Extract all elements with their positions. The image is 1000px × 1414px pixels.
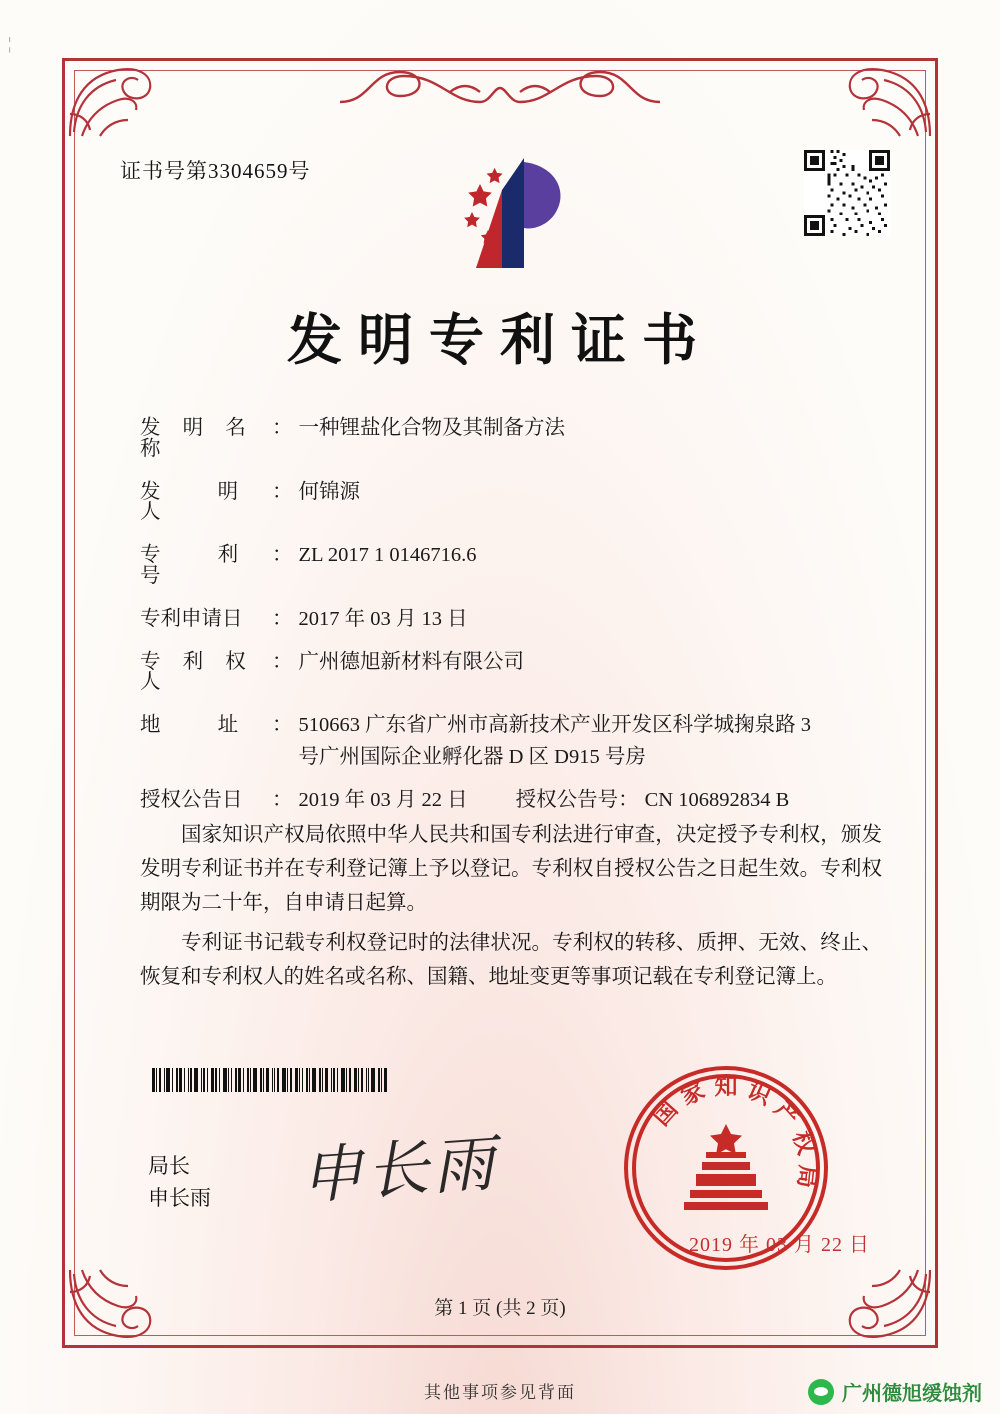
field-label: 发 明 名 称 [140,417,255,460]
qr-code-icon [804,150,890,236]
svg-text:国: 国 [647,1095,684,1132]
field-row-grant [140,790,880,811]
field-value: 一种锂盐化合物及其制备方法 [298,417,565,439]
grant-date-value: 2019 年 03 月 22 日 [298,788,468,811]
field-colon: ： [272,788,293,811]
svg-text:知: 知 [714,1073,738,1100]
field-row-invention-name [140,418,880,459]
field-label: 专利申请日 [140,607,243,630]
field-colon: ： [272,480,293,503]
field-row-address [140,715,880,767]
field-value: 何锦源 [298,480,360,503]
wechat-icon [808,1379,834,1405]
signature-block [148,1150,211,1214]
corner-ornament [826,62,934,140]
cnipa-logo-icon [432,150,592,278]
signature-name: 申长雨 [148,1186,211,1210]
watermark-account: 广州德旭缓蚀剂 [842,1383,982,1405]
svg-text:识: 识 [743,1076,776,1111]
corner-ornament [66,62,174,140]
paragraph-1: 国家知识产权局依照中华人民共和国专利法进行审查，决定授予专利权，颁发发明专利证书并在专利登记簿上予以登记。专利权自授权公告之日起生效。专利权期限为二十年，自申请日起算。 [140,824,882,914]
field-colon: ： [272,607,293,630]
field-row-patentee [140,652,880,693]
field-value [299,715,881,767]
svg-text:局: 局 [792,1163,822,1190]
grant-number-label: 授权公告号 [515,788,619,811]
barcode [152,1068,414,1092]
field-label: 专 利 号 [140,544,265,587]
svg-text:家: 家 [676,1076,709,1111]
field-colon: ： [272,714,293,736]
handwritten-signature: 申长雨 [298,1126,501,1213]
field-label: 专 利 权 人 [140,650,255,693]
field-label: 地 址 [140,714,265,736]
certificate-fields [140,418,880,833]
svg-text:权: 权 [787,1127,820,1158]
field-colon: ： [272,417,293,439]
field-colon: ： [618,788,639,811]
grant-number-pair [516,790,790,811]
seal-date: 2019 年 03 月 22 日 [689,1234,870,1256]
field-row-patent-number [140,545,880,586]
certificate-number: 证书号第3304659号 [120,159,311,183]
field-colon: ： [272,650,293,673]
footnote: 其他事项参见背面 [424,1383,576,1402]
signature-role: 局长 [148,1154,190,1178]
field-row-application-date [140,609,880,630]
field-colon: ： [272,544,293,566]
grant-date-label: 授权公告日 [140,788,243,811]
address-line-1: 510663 广东省广州市高新技术产业开发区科学城掬泉路 3 [298,714,811,736]
svg-text:产: 产 [768,1095,805,1132]
page-title: 发明专利证书 [286,307,713,372]
field-value: 广州德旭新材料有限公司 [298,650,524,673]
field-row-inventor [140,482,880,523]
top-ornament [330,62,670,106]
field-value: 2017 年 03 月 13 日 [298,607,468,630]
field-label: 发 明 人 [140,480,265,523]
address-line-2: 号广州国际企业孵化器 D 区 D915 号房 [298,745,646,768]
field-value: ZL 2017 1 0146716.6 [298,544,477,566]
page-number: 第 1 页 (共 2 页) [434,1298,566,1319]
grant-number-value: CN 106892834 B [644,788,790,811]
scan-artifact: ¦ [8,34,12,53]
legal-text [140,818,882,1000]
paragraph-2: 专利证书记载专利权登记时的法律状况。专利权的转移、质押、无效、终止、恢复和专利权人的姓名或名称、国籍、地址变更等事项记载在专利登记簿上。 [140,932,882,988]
watermark-wechat [808,1377,982,1406]
